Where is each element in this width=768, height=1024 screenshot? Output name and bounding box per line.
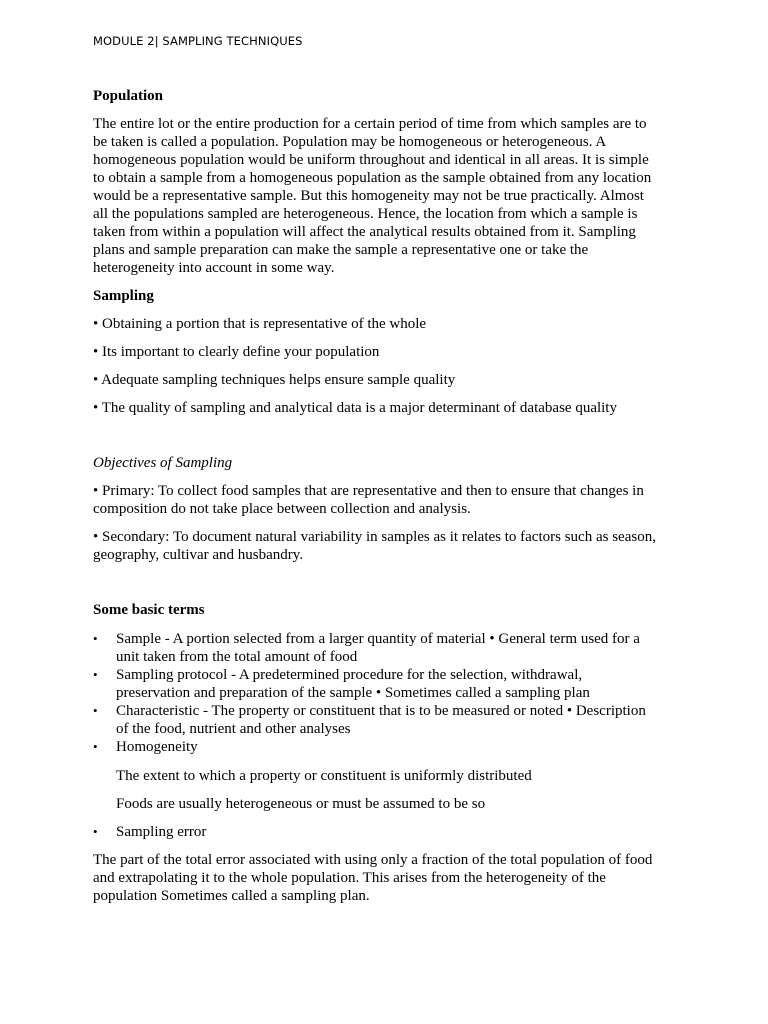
term-line: Sampling protocol - A predetermined procedure for the selection, withdrawal,: [116, 667, 583, 683]
paragraph-line: composition do not take place between collection and analysis.: [93, 501, 471, 517]
term-line: preservation and preparation of the sample • Sometimes called a sampling plan: [116, 685, 590, 701]
paragraph-line: geography, cultivar and husbandry.: [93, 547, 304, 563]
sampling-bullet: • The quality of sampling and analytical data is a major determinant of database quality: [93, 400, 617, 416]
paragraph-line: taken from within a population will affect the analytical results obtained from it. Sampling: [93, 224, 636, 240]
term-line: Sample - A portion selected from a larger quantity of material • General term used for a: [116, 631, 640, 647]
terms-list-continued: [93, 823, 683, 841]
sampling-error-label: Sampling error: [116, 824, 207, 840]
objectives-heading: Objectives of Sampling: [93, 455, 233, 471]
paragraph-line: plans and sample preparation can make the sample a representative one or take the: [93, 242, 589, 258]
bullet-icon: •: [93, 667, 98, 682]
population-heading: Population: [93, 88, 164, 104]
terms-list: [93, 630, 683, 756]
paragraph-line: The entire lot or the entire production for a certain period of time from which samples are to: [93, 116, 647, 132]
bullet-icon: •: [93, 703, 98, 718]
population-section: [93, 87, 683, 105]
paragraph-line: heterogeneity into account in some way.: [93, 260, 335, 276]
list-item: [93, 702, 683, 738]
paragraph-line: • Secondary: To document natural variability in samples as it relates to factors such as season,: [93, 529, 656, 545]
sampling-error-paragraph: [93, 851, 683, 905]
paragraph-line: be taken is called a population. Population may be homogeneous or heterogeneous. A: [93, 134, 607, 150]
objectives-section: [93, 454, 683, 472]
paragraph-line: homogeneous population would be uniform throughout and identical in all areas. It is simple: [93, 152, 649, 168]
terms-heading: Some basic terms: [93, 602, 205, 618]
objective-secondary: [93, 528, 683, 564]
sampling-bullet: • Obtaining a portion that is representative of the whole: [93, 316, 427, 332]
bullet-icon: •: [93, 631, 98, 646]
term-line: of the food, nutrient and other analyses: [116, 721, 351, 737]
list-item: [93, 823, 683, 841]
homogeneity-note: Foods are usually heterogeneous or must be assumed to be so: [116, 796, 486, 812]
sampling-bullet: • Adequate sampling techniques helps ensure sample quality: [93, 372, 456, 388]
sampling-section: [93, 287, 683, 305]
list-item: [93, 738, 683, 756]
bullet-icon: •: [93, 824, 98, 839]
term-line: unit taken from the total amount of food: [116, 649, 358, 665]
paragraph-line: to obtain a sample from a homogeneous population as the sample obtained from any location: [93, 170, 652, 186]
list-item: [93, 666, 683, 702]
paragraph-line: and extrapolating it to the whole population. This arises from the heterogeneity of the: [93, 870, 606, 886]
bullet-icon: •: [93, 739, 98, 754]
population-paragraph: [93, 115, 683, 277]
paragraph-line: The part of the total error associated with using only a fraction of the total population of food: [93, 852, 653, 868]
sampling-heading: Sampling: [93, 288, 154, 304]
document-header: MODULE 2| SAMPLING TECHNIQUES: [93, 34, 303, 48]
terms-section: [93, 601, 683, 619]
list-item: [93, 630, 683, 666]
paragraph-line: would be a representative sample. But this homogeneity may not be true practically. Almost: [93, 188, 644, 204]
paragraph-line: • Primary: To collect food samples that are representative and then to ensure that changes in: [93, 483, 644, 499]
homogeneity-note: The extent to which a property or constituent is uniformly distributed: [116, 768, 532, 784]
term-line: Characteristic - The property or constituent that is to be measured or noted • Description: [116, 703, 646, 719]
paragraph-line: all the populations sampled are heterogeneous. Hence, the location from which a sample is: [93, 206, 638, 222]
sampling-bullet: • Its important to clearly define your population: [93, 344, 380, 360]
term-line: Homogeneity: [116, 739, 198, 755]
objective-primary: [93, 482, 683, 518]
paragraph-line: population Sometimes called a sampling plan.: [93, 888, 370, 904]
